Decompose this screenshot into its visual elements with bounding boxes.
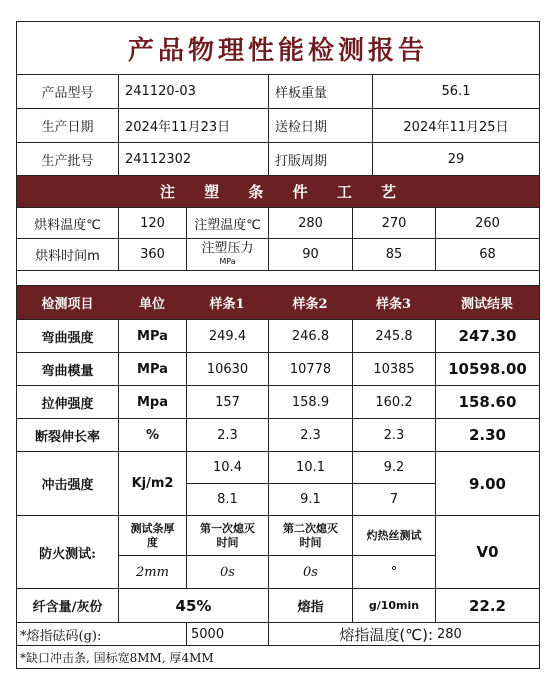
inj-pressure-1: 90 bbox=[268, 239, 352, 270]
inj-pressure-cell bbox=[186, 239, 268, 270]
inj-temp-1: 280 bbox=[268, 208, 352, 238]
fire-thickness-value: 2mm bbox=[118, 556, 186, 588]
dry-temp-label: 烘料温度℃ bbox=[34, 217, 101, 233]
test-sample1: 2.3 bbox=[186, 419, 268, 451]
footer-weight-row bbox=[17, 623, 539, 646]
inj-pressure-label: 注塑压力 bbox=[201, 240, 254, 256]
model-value: 241120-03 bbox=[118, 75, 268, 108]
fire-result: V0 bbox=[435, 516, 539, 588]
test-item: 拉伸强度 bbox=[41, 396, 94, 412]
test-sample1: 157 bbox=[186, 386, 268, 418]
inj-pressure-3: 68 bbox=[435, 239, 539, 270]
fire-wire-value: ° bbox=[352, 556, 435, 588]
test-sample2: 2.3 bbox=[268, 419, 352, 451]
inj-pressure-2: 85 bbox=[352, 239, 435, 270]
melt-value: 22.2 bbox=[435, 589, 539, 622]
send-date-label: 送检日期 bbox=[268, 109, 372, 142]
fiber-row bbox=[17, 589, 539, 623]
impact-s2-a: 10.1 bbox=[268, 452, 352, 484]
fire-col-wire-cell bbox=[352, 516, 435, 556]
test-sample2: 10778 bbox=[268, 353, 352, 385]
info-row-dates bbox=[17, 109, 539, 143]
fire-col-first: 第一次熄灭时间 bbox=[200, 521, 255, 549]
fire-col-first-cell bbox=[186, 516, 268, 556]
impact-unit: Kj/m2 bbox=[118, 452, 186, 515]
test-item: 弯曲模量 bbox=[41, 363, 94, 379]
fire-row bbox=[17, 516, 539, 589]
test-result: 2.30 bbox=[435, 419, 539, 451]
melt-temp-value: 280 bbox=[437, 626, 462, 642]
model-label: 产品型号 bbox=[41, 86, 94, 101]
weight-label: 样板重量 bbox=[268, 75, 372, 108]
melt-unit: g/10min bbox=[352, 589, 435, 622]
report-title: 产品物理性能检测报告 bbox=[127, 35, 428, 66]
fire-item: 防火测试: bbox=[39, 546, 96, 562]
cycle-label: 打版周期 bbox=[268, 143, 372, 175]
spacer-row bbox=[17, 271, 539, 286]
table-row bbox=[17, 353, 539, 386]
fire-col-thickness: 测试条厚度 bbox=[130, 521, 175, 549]
test-sample3: 2.3 bbox=[352, 419, 435, 451]
inj-temp-label: 注塑温度℃ bbox=[186, 208, 268, 238]
test-sample2: 158.9 bbox=[268, 386, 352, 418]
process-row-pressure bbox=[17, 239, 539, 271]
test-sample3: 160.2 bbox=[352, 386, 435, 418]
melt-label: 熔指 bbox=[268, 589, 352, 622]
inj-temp-3: 260 bbox=[435, 208, 539, 238]
test-unit: Mpa bbox=[118, 386, 186, 418]
fire-col-thickness-cell bbox=[118, 516, 186, 556]
test-item: 断裂伸长率 bbox=[34, 429, 100, 445]
test-unit: % bbox=[118, 419, 186, 451]
test-sample1: 249.4 bbox=[186, 320, 268, 352]
prod-date-label: 生产日期 bbox=[41, 120, 94, 135]
fiber-label: 纤含量/灰份 bbox=[32, 600, 103, 615]
title-row bbox=[17, 22, 539, 75]
test-item: 弯曲强度 bbox=[41, 330, 94, 346]
dry-time-label: 烘料时间m bbox=[35, 249, 100, 264]
batch-label: 生产批号 bbox=[41, 153, 94, 169]
table-row bbox=[17, 419, 539, 452]
melt-weight-value: 5000 bbox=[186, 623, 268, 645]
fire-first-value: 0s bbox=[186, 556, 268, 588]
th-result: 测试结果 bbox=[460, 297, 513, 312]
process-header-band bbox=[17, 176, 539, 208]
inj-temp-2: 270 bbox=[352, 208, 435, 238]
impact-row bbox=[17, 452, 539, 516]
impact-s1-a: 10.4 bbox=[186, 452, 268, 484]
send-date-value: 2024年11月25日 bbox=[372, 109, 539, 142]
cycle-value: 29 bbox=[372, 143, 539, 175]
test-sample2: 246.8 bbox=[268, 320, 352, 352]
table-row bbox=[17, 320, 539, 353]
test-report bbox=[16, 21, 540, 669]
batch-value: 24112302 bbox=[118, 143, 268, 175]
th-item: 检测项目 bbox=[41, 297, 94, 312]
fire-col-second-cell bbox=[268, 516, 352, 556]
fire-col-wire: 灼热丝测试 bbox=[366, 528, 422, 542]
dry-temp-value: 120 bbox=[118, 208, 186, 238]
test-result: 10598.00 bbox=[435, 353, 539, 385]
test-result: 247.30 bbox=[435, 320, 539, 352]
impact-s3-a: 9.2 bbox=[352, 452, 435, 484]
weight-value: 56.1 bbox=[372, 75, 539, 108]
footer-note-row bbox=[17, 646, 539, 668]
tests-header-band bbox=[17, 286, 539, 320]
th-sample2: 样条2 bbox=[292, 297, 328, 312]
melt-weight-label: *熔指砝码(g): bbox=[20, 628, 102, 644]
info-row-model bbox=[17, 75, 539, 109]
melt-temp-label: 熔指温度(℃): bbox=[268, 623, 435, 645]
test-unit: MPa bbox=[118, 320, 186, 352]
th-sample1: 样条1 bbox=[209, 297, 245, 312]
th-unit: 单位 bbox=[138, 297, 165, 312]
dry-time-value: 360 bbox=[118, 239, 186, 270]
th-sample3: 样条3 bbox=[375, 297, 412, 312]
test-sample3: 245.8 bbox=[352, 320, 435, 352]
impact-s1-b: 8.1 bbox=[186, 484, 268, 515]
impact-s2-b: 9.1 bbox=[268, 484, 352, 515]
fire-second-value: 0s bbox=[268, 556, 352, 588]
fiber-value: 45% bbox=[118, 589, 268, 622]
test-unit: MPa bbox=[118, 353, 186, 385]
prod-date-value: 2024年11月23日 bbox=[118, 109, 268, 142]
table-row bbox=[17, 386, 539, 419]
test-sample1: 10630 bbox=[186, 353, 268, 385]
footer-note: *缺口冲击条, 国标宽8MM, 厚4MM bbox=[20, 650, 214, 665]
impact-result: 9.00 bbox=[435, 452, 539, 515]
impact-item: 冲击强度 bbox=[41, 478, 94, 493]
inj-pressure-unit: MPa bbox=[219, 256, 236, 266]
fire-col-second: 第二次熄灭时间 bbox=[283, 521, 338, 549]
impact-s3-b: 7 bbox=[352, 484, 435, 515]
test-sample3: 10385 bbox=[352, 353, 435, 385]
process-row-temp bbox=[17, 208, 539, 239]
process-header: 注 塑 条 件 工 艺 bbox=[159, 183, 409, 201]
test-result: 158.60 bbox=[435, 386, 539, 418]
info-row-batch bbox=[17, 143, 539, 176]
